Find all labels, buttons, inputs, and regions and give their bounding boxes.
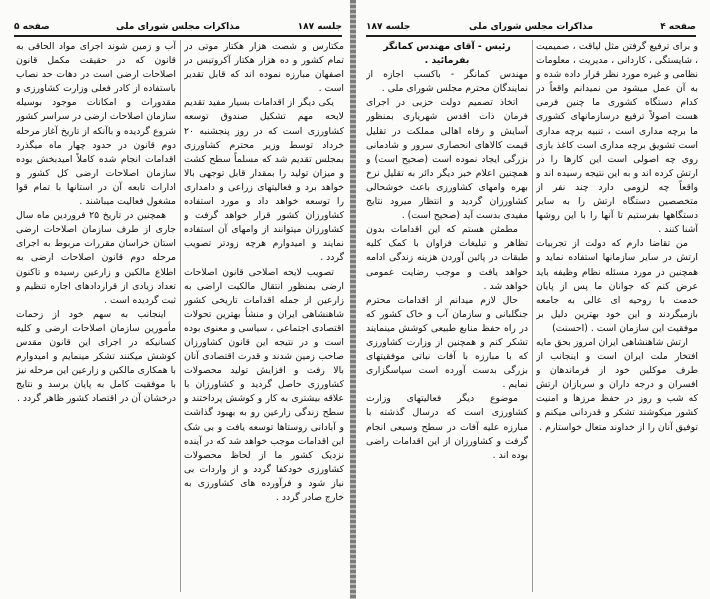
paragraph: و برای ترفیع گرفتن مثل لیاقت ، صمیمیت ، شایستگی ، کاردانی ، مدیریت ، معلومات نظامی و غیره مورد نظر قرار داده شده و به آن عمل میشود من نمیدانم واقعاً در کدام دستگاه کشوری ما چنین فرمی هست اصولاً ترفیع درسازمانهای کشوری ما برچه مداری است ، تنبیه برچه مداری است تشویق برچه مداری است کاغذ بازی روی چه اصولی است این کارها را در ارتش کرده اند و به این نتیجه رسیده اند و واقعاً چه لزومی دارد چند نفر از متخصصین دستگاه ارتش را به سایر دستگاهها بفرستیم تا آنها را با این روشها آشنا کنند . xyxy=(536,41,698,236)
text-column-right xyxy=(536,40,698,596)
text-column-right xyxy=(184,40,344,596)
paragraph: اینجانب به سهم خود از زحمات مأمورین سازمان اصلاحات ارضی و کلیه کسانیکه در اجرای این قانون مقدس کوشش میکنند تشکر مینمایم و امیدوارم با همکاری مالکین و زارعین این مرحله نیز با موفقیت کامل به پایان برسد و نتایج درخشان آن در اقتصاد کشور ظاهر گردد . xyxy=(16,308,176,405)
header-rule xyxy=(14,35,342,37)
paragraph: آب و زمین شوند اجرای مواد الحاقی به قانون که در حقیقت مکمل قانون اصلاحات ارضی است در دهات حد نصاب باستفاده از کادر فعلی وزارت کشاورزی و مقدورات و امکانات موجود بوسیله سازمان اصلاحات ارضی در سراسر کشور شروع گردیده و باآنکه از تاریخ آغاز مرحله دوم قانون در حدود چهار ماه میگذرد اقدامات انجام شده کاملاً امیدبخش بوده سازمان اصلاحات ارضی کل کشور و ادارات تابعه آن در استانها با تمام قوا مشغول فعالیت میباشند . xyxy=(16,41,176,208)
paragraph: تصویب لایحه اصلاحی قانون اصلاحات ارضی بمنظور انتقال مالکیت اراضی به زارعین از جمله اقدامات تاریخی کشور شاهنشاهی ایران و منشأ بهترین تحولات اقتصادی اجتماعی ، سیاسی و معنوی بوده است و در نتیجه این قانون کشاورزان صاحب زمین شدند و قدرت اقتصادی آنان بالا رفت و افزایش تولید محصولات کشاورزی حاصل گردید و کشاورزان با علاقه بیشتری به کار و کوشش پرداختند و سطح زندگی زارعین رو به بهبود گذاشت و آبادانی روستاها توسعه یافت و بی شک این اقدامات موجب خواهد شد که در آینده نزدیک کشور ما از لحاظ محصولات کشاورزی خودکفا گردد و از واردات بی نیاز شود و فرآورده های کشاورزی به خارج صادر گردد . xyxy=(184,266,344,503)
column-divider xyxy=(532,40,533,592)
speaker-line: رئیس - آقای مهندس کمانگر بفرمائید . xyxy=(383,41,511,67)
column-divider xyxy=(180,40,181,592)
paragraph: همچنین در تاریخ ۲۵ فروردین ماه سال جاری از طرف سازمان اصلاحات ارضی استان خراسان مقررات مربوط به اجرای مرحله دوم قانون اصلاحات ارضی به اطلاع مالکین و زارعین رسیده و تاکنون تعداد زیادی از قراردادهای اجاره تنظیم و ثبت گردیده است . xyxy=(16,210,176,306)
paragraph: مهندس کمانگر - باکسب اجازه از نمایندگان محترم مجلس شورای ملی . xyxy=(366,69,528,95)
right-page xyxy=(356,0,710,599)
running-title: مذاکرات مجلس شورای ملی xyxy=(468,22,594,32)
page-number: صفحه ۴ xyxy=(660,22,696,32)
page-number: صفحه ۵ xyxy=(14,22,50,32)
text-column-left xyxy=(366,40,528,596)
session-number: جلسه ۱۸۷ xyxy=(366,22,411,32)
paragraph: یکی دیگر از اقدامات بسیار مفید تقدیم لایحه مهم تشکیل صندوق توسعه کشاورزی است که در روز پنجشنبه ۲۰ خرداد توسط وزیر محترم کشاورزی بمجلس تقدیم شد که مسلماً سطح کشت و میزان تولید را بمقدار قابل توجهی بالا خواهد برد و فعالیتهای زراعی و دامداری را توسعه خواهد داد و مورد استفاده کشاورزان کشور قرار خواهد گرفت و کشاورزان میتوانند از وامهای آن استفاده نمایند و امیدوارم هرچه زودتر تصویب گردد . xyxy=(184,97,344,264)
header-rule xyxy=(366,35,696,37)
paragraph: حال لازم میدانم از اقدامات محترم جنگلبانی و سازمان آب و خاک کشور که در راه حفظ منابع طبیعی کوشش مینمایند تشکر کنم و همچنین از وزارت کشاورزی که با مبارزه با آفات نباتی موفقیتهای بزرگی بدست آورده است سپاسگزاری نمایم . xyxy=(366,294,528,391)
paragraph: ارتش شاهنشاهی ایران امروز بحق مایه افتخار ملت ایران است و اینجانب از طرف موکلین خود از فرماندهان و افسران و درجه داران و سربازان ارتش که شب و روز در حفظ مرزها و امنیت کشور میکوشند تشکر و قدردانی میکنم و توفیق آنان را از خداوند متعال خواستارم . xyxy=(536,336,698,433)
page-header xyxy=(366,22,696,34)
session-number: جلسه ۱۸۷ xyxy=(297,22,342,32)
running-title: مذاکرات مجلس شورای ملی xyxy=(115,22,241,32)
left-page xyxy=(0,0,352,599)
paragraph: مطمئن هستم که این اقدامات بدون تظاهر و تبلیغات فراوان با کمک کلیه طبقات در پائین آوردن هزینه زندگی ادامه خواهد یافت و موجب رضایت عمومی خواهد شد . xyxy=(366,224,528,292)
paragraph: من تقاضا دارم که دولت از تجربیات ارتش در سایر سازمانها استفاده نماید و همچنین در مورد مسئله نظام وظیفه باید عرض کنم که جوانان ما پس از پایان خدمت با روحیه ای عالی به جامعه بازمیگردند و این خود بهترین دلیل بر موفقیت این سازمان است . (احسنت) xyxy=(536,238,698,334)
paragraph: مکتارس و شصت هزار هکتار موتی در تمام کشور و ده هزار هکتار آکروتیس در اصفهان مبارزه نموده اند که قابل تقدیر است . xyxy=(184,41,344,95)
text-column-left xyxy=(16,40,176,596)
paragraph: موضوع دیگر فعالیتهای وزارت کشاورزی است که درسال گذشته با مبارزه علیه آفات در سطح وسیعی انجام گرفت و کشاورزان از این اقدامات راضی بوده اند . xyxy=(366,393,528,461)
paragraph: اتخاذ تصمیم دولت حزبی در اجرای فرمان ذات اقدس شهریاری بمنظور آسایش و رفاه اهالی مملکت در تقلیل قیمت کالاهای انحصاری سرور و شادمانی بزرگی ایجاد نموده است (صحیح است) و همچنین اعلام خبر دیگر دائر به تقلیل نرخ بهره وامهای کشاورزی باعث خوشحالی کشاورزان گردید و انتظار میرود نتایج مفیدی بدست آید (صحیح است) . xyxy=(366,97,528,222)
page-header xyxy=(14,22,342,34)
